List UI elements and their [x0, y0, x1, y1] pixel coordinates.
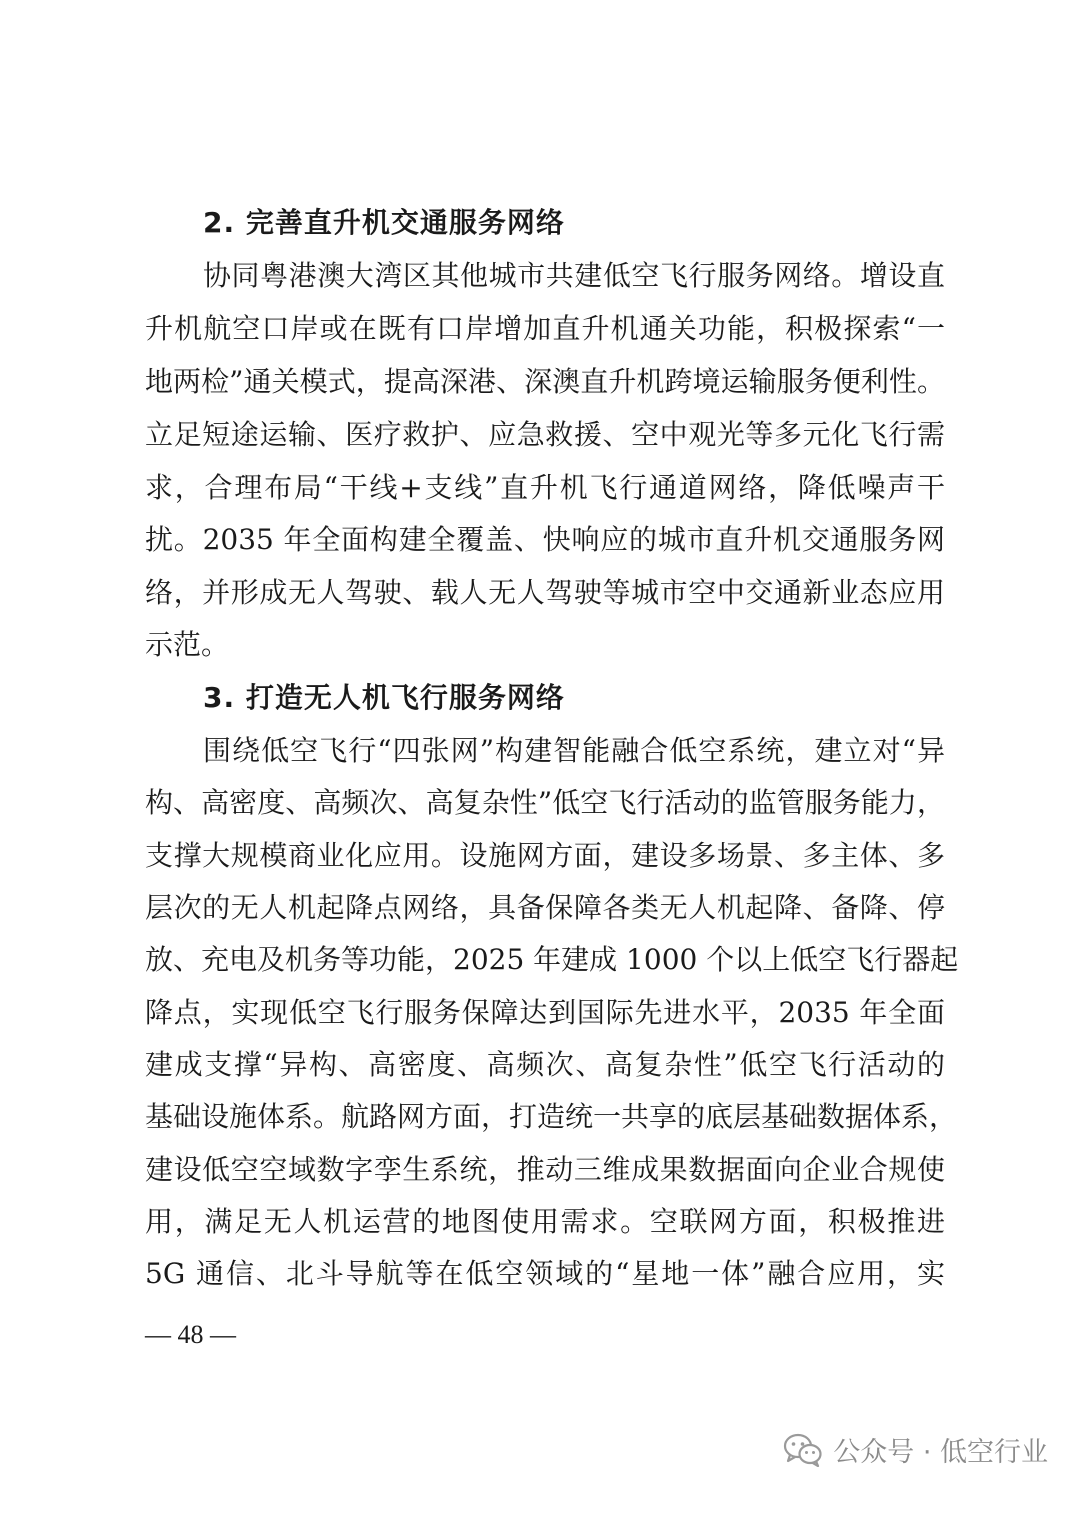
paragraph-line: 升机航空口岸或在既有口岸增加直升机通关功能，积极探索“一: [145, 312, 945, 345]
paragraph-line: 示范。: [145, 628, 230, 661]
page-number: — 48 —: [145, 1320, 236, 1349]
wechat-icon: [783, 1433, 823, 1467]
paragraph-line: 立足短途运输、医疗救护、应急救援、空中观光等多元化飞行需: [145, 418, 945, 451]
section-3-heading: 3. 打造无人机飞行服务网络: [203, 681, 565, 714]
paragraph-line: 层次的无人机起降点网络，具备保障各类无人机起降、备降、停: [145, 891, 945, 924]
paragraph-line: 5G 通信、北斗导航等在低空领域的“星地一体”融合应用，实: [145, 1257, 945, 1290]
section-2-heading: 2. 完善直升机交通服务网络: [203, 206, 565, 239]
paragraph-line: 基础设施体系。航路网方面，打造统一共享的底层基础数据体系，: [145, 1100, 958, 1133]
paragraph-line: 协同粤港澳大湾区其他城市共建低空飞行服务网络。增设直: [203, 259, 945, 292]
paragraph-line: 构、高密度、高频次、高复杂性”低空飞行活动的监管服务能力，: [145, 786, 945, 819]
paragraph-line: 求，合理布局“干线+支线”直升机飞行通道网络，降低噪声干: [145, 471, 945, 504]
paragraph-line: 支撑大规模商业化应用。设施网方面，建设多场景、多主体、多: [145, 839, 945, 872]
paragraph-line: 扰。2035 年全面构建全覆盖、快响应的城市直升机交通服务网: [145, 523, 945, 556]
paragraph-line: 降点，实现低空飞行服务保障达到国际先进水平，2035 年全面: [145, 996, 945, 1029]
paragraph-line: 络，并形成无人驾驶、载人无人驾驶等城市空中交通新业态应用: [145, 576, 945, 609]
paragraph-line: 放、充电及机务等功能，2025 年建成 1000 个以上低空飞行器起: [145, 943, 959, 976]
paragraph-line: 建设低空空域数字孪生系统，推动三维成果数据面向企业合规使: [145, 1153, 945, 1186]
paragraph-line: 围绕低空飞行“四张网”构建智能融合低空系统，建立对“异: [203, 734, 945, 767]
paragraph-line: 建成支撑“异构、高密度、高频次、高复杂性”低空飞行活动的: [145, 1048, 945, 1081]
paragraph-line: 地两检”通关模式，提高深港、深澳直升机跨境运输服务便利性。: [145, 365, 945, 398]
paragraph-line: 用，满足无人机运营的地图使用需求。空联网方面，积极推进: [145, 1205, 945, 1238]
watermark: [783, 1430, 1048, 1469]
watermark-text: 公众号 · 低空行业: [833, 1437, 1048, 1468]
